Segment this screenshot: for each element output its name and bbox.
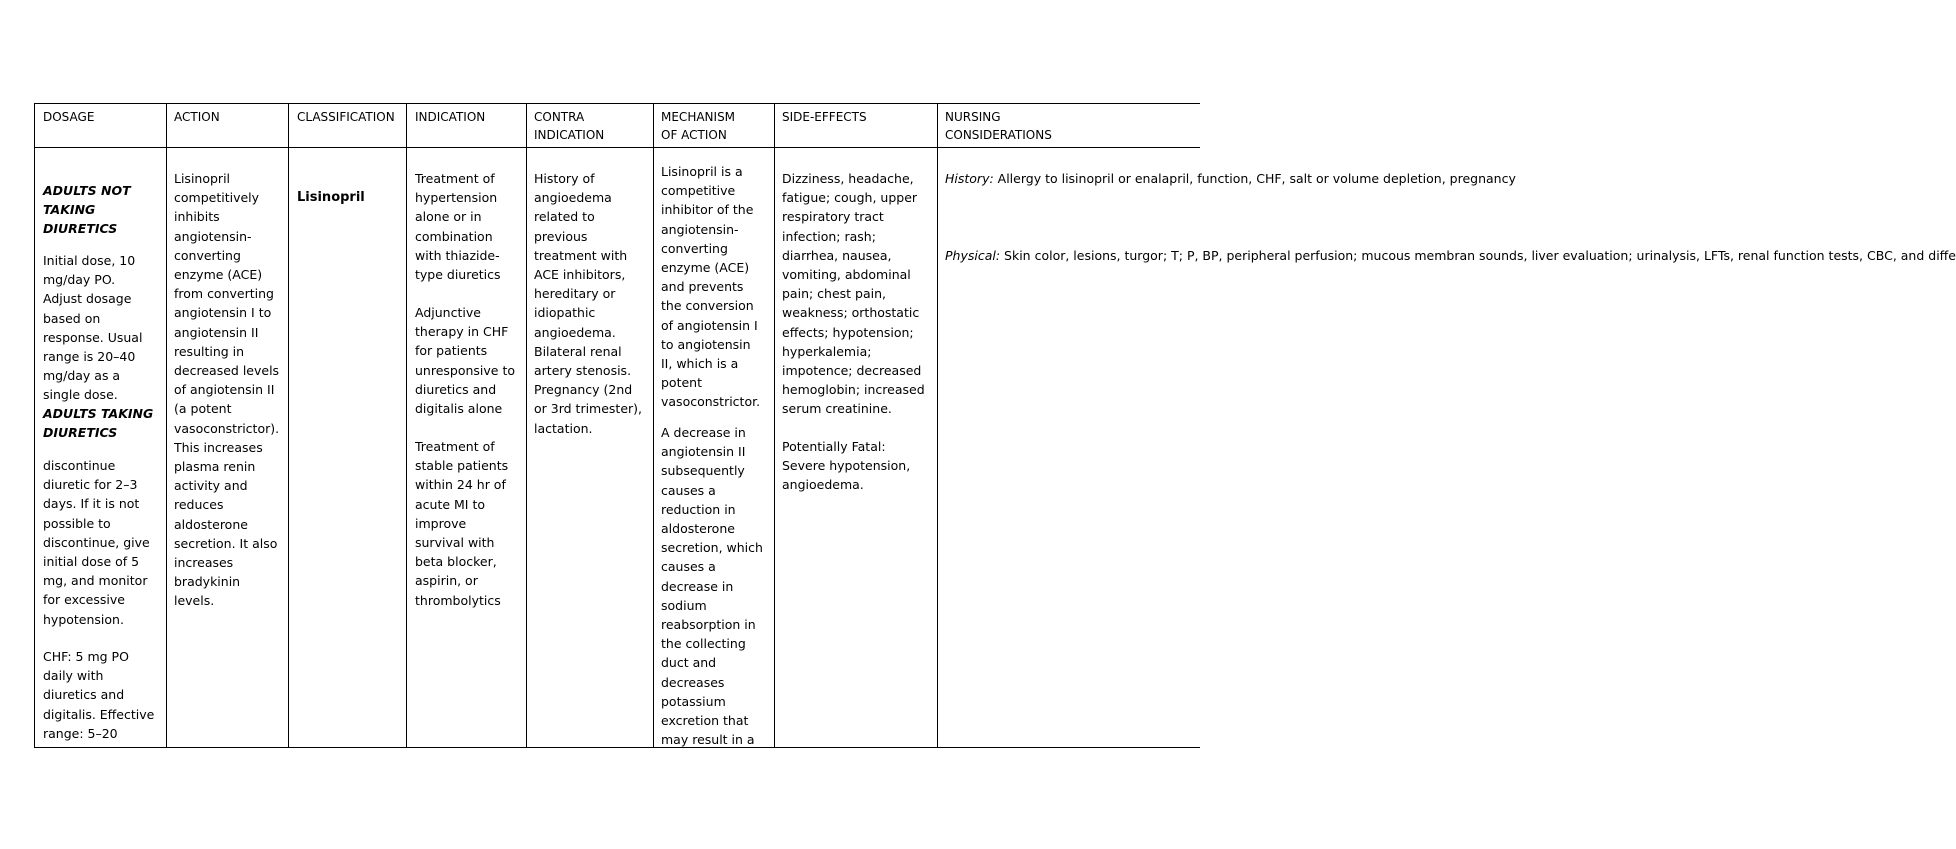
- dosage-adults-taking-text: discontinue diuretic for 2–3 days. If it is not possible to discontinue, give initial dose of 5 mg, and monitor for excessive hypotension.: [43, 458, 150, 627]
- indication-item-1: Treatment of hypertension alone or in combination with thiazide- type diuretics: [415, 171, 501, 283]
- mechanism-paragraph-2: A decrease in angiotensin II subsequently causes a reduction in aldosterone secretion, which causes a decrease in sodium reabsorption in the collecting duct and decreases potassium excretion that may result in a: [661, 425, 763, 748]
- dosage-chf-text: CHF: 5 mg PO daily with diuretics and digitalis. Effective range: 5–20: [43, 649, 155, 741]
- table-border-left: [34, 104, 35, 747]
- classification-drug-name: Lisinopril: [297, 190, 365, 205]
- header-classification: CLASSIFICATION: [297, 110, 395, 124]
- column-divider: [406, 104, 407, 747]
- drug-study-table: [34, 103, 1956, 748]
- column-divider: [288, 104, 289, 747]
- nursing-history: [945, 169, 1516, 188]
- dosage-adults-not-taking-heading: ADULTS NOT TAKING DIURETICS: [43, 183, 131, 237]
- nursing-physical-label: Physical:: [945, 248, 1001, 263]
- header-side-effects: SIDE-EFFECTS: [782, 110, 867, 124]
- header-dosage: DOSAGE: [43, 110, 95, 124]
- dosage-adults-not-taking-text: Initial dose, 10 mg/day PO. Adjust dosage based on response. Usual range is 20–40 mg/day as a single dose.: [43, 253, 143, 403]
- column-divider: [166, 104, 167, 747]
- nursing-physical-text: Skin color, lesions, turgor; T; P, BP, peripheral perfusion; mucous membran sounds, liver evaluation; urinalysis, LFTs, renal function tests, CBC, and diffe: [1000, 248, 1956, 263]
- header-nursing: NURSING CONSIDERATIONS: [945, 110, 1052, 142]
- indication-item-3: Treatment of stable patients within 24 hr of acute MI to improve survival with beta blocker, aspirin, or thrombolytics: [415, 439, 509, 608]
- mechanism-paragraph-1: Lisinopril is a competitive inhibitor of the angiotensin- converting enzyme (ACE) and prevents the conversion of angiotensin I to angiotensin II, which is a potent vasoconstrictor.: [661, 164, 761, 410]
- nursing-history-label: History:: [945, 171, 994, 186]
- column-divider: [653, 104, 654, 747]
- header-action: ACTION: [174, 110, 220, 124]
- column-divider: [937, 104, 938, 747]
- indication-item-2: Adjunctive therapy in CHF for patients unresponsive to diuretics and digitalis alone: [415, 305, 516, 417]
- header-contraindication: CONTRA INDICATION: [534, 110, 605, 142]
- side-effects-fatal: Potentially Fatal: Severe hypotension, angioedema.: [782, 439, 911, 493]
- header-divider: [34, 147, 1200, 148]
- header-indication: INDICATION: [415, 110, 486, 124]
- nursing-physical: [945, 246, 1956, 265]
- header-mechanism: MECHANISM OF ACTION: [661, 110, 736, 142]
- contraindication-text: History of angioedema related to previous treatment with ACE inhibitors, hereditary or idiopathic angioedema. Bilateral renal artery stenosis. Pregnancy (2nd or 3rd trimester), lactation.: [534, 171, 643, 436]
- column-divider: [774, 104, 775, 747]
- column-divider: [526, 104, 527, 747]
- action-text: Lisinopril competitively inhibits angiotensin- converting enzyme (ACE) from converting angiotensin I to angiotensin II resulting in decreased levels of angiotensin II (a potent vasoconstrictor). This increases plasma renin activity and reduces aldosterone secretion. It also increases bradykinin levels.: [174, 171, 280, 609]
- side-effects-text: Dizziness, headache, fatigue; cough, upper respiratory tract infection; rash; diarrhea, nausea, vomiting, abdominal pain; chest pain, weakness; orthostatic effects; hypotension; hyperkalemia; impotence; decreased hemoglobin; increased serum creatinine.: [782, 171, 925, 417]
- dosage-adults-taking-heading: ADULTS TAKING DIURETICS: [43, 406, 154, 441]
- nursing-history-text: Allergy to lisinopril or enalapril, function, CHF, salt or volume depletion, pregnancy: [993, 171, 1516, 186]
